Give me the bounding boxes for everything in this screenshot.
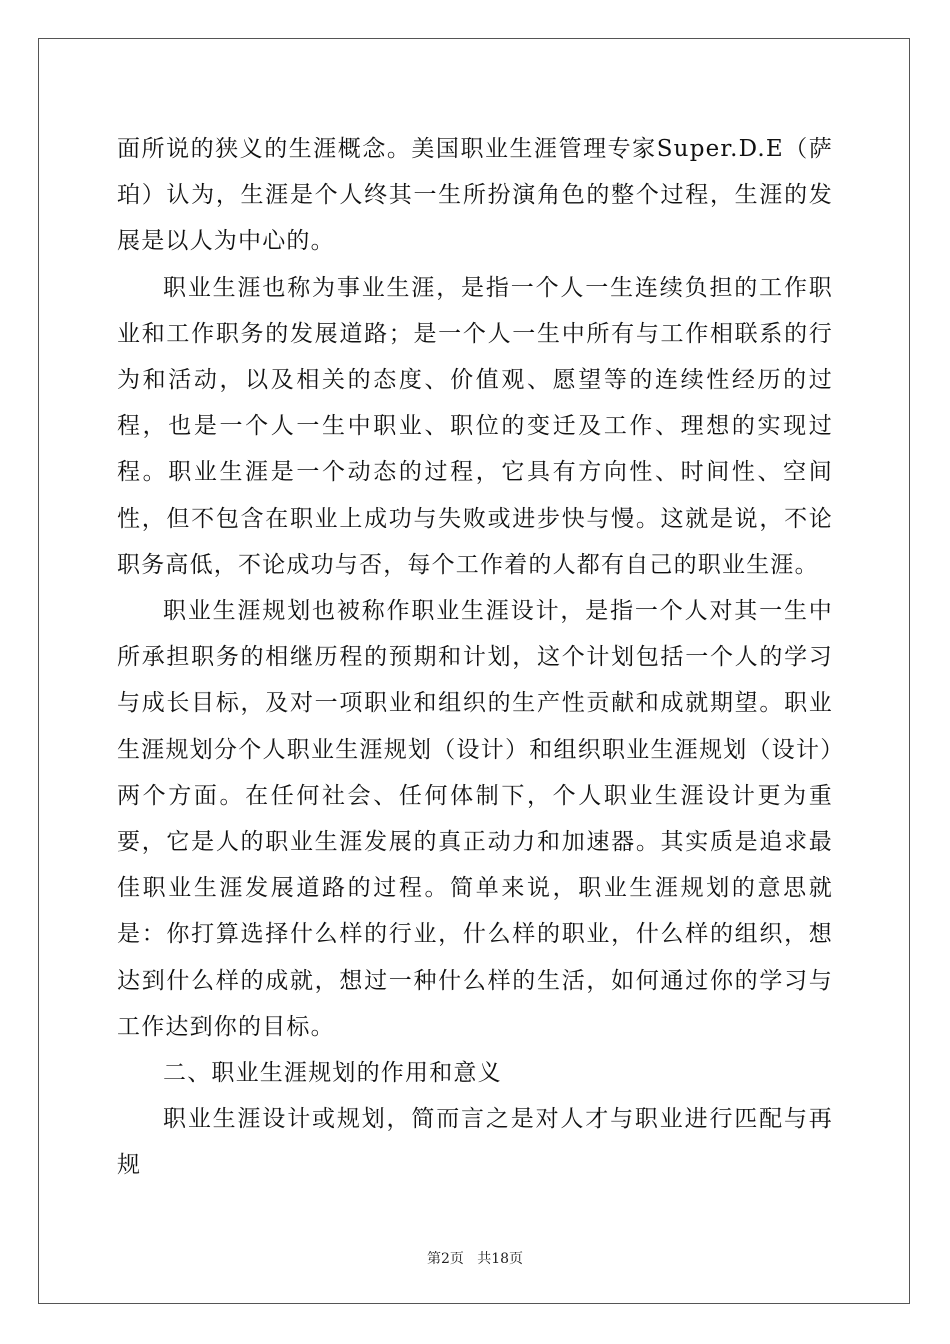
paragraph: 职业生涯规划也被称作职业生涯设计，是指一个人对其一生中所承担职务的相继历程的预期和计划，这个计划包括一个人的学习与成长目标，及对一项职业和组织的生产性贡献和成就期望。职业生涯规划分个人职业生涯规划（设计）和组织职业生涯规划（设计）两个方面。在任何社会、任何体制下，个人职业生涯设计更为重要，它是人的职业生涯发展的真正动力和加速器。其实质是追求最佳职业生涯发展道路的过程。简单来说，职业生涯规划的意思就是：你打算选择什么样的行业，什么样的职业，什么样的组织，想达到什么样的成就，想过一种什么样的生活，如何通过你的学习与工作达到你的目标。 (117, 598, 833, 1040)
paragraph: 职业生涯也称为事业生涯，是指一个人一生连续负担的工作职业和工作职务的发展道路；是一个人一生中所有与工作相联系的行为和活动，以及相关的态度、价值观、愿望等的连续性经历的过程，也是一个人一生中职业、职位的变迁及工作、理想的实现过程。职业生涯是一个动态的过程，它具有方向性、时间性、空间性，但不包含在职业上成功与失败或进步快与慢。这就是说，不论职务高低，不论成功与否，每个工作着的人都有自己的职业生涯。 (117, 274, 833, 578)
paragraph: 职业生涯设计或规划，简而言之是对人才与职业进行匹配与再规 (117, 1106, 833, 1179)
page-number-footer: 第2页 共18页 (426, 1251, 524, 1267)
section-heading: 二、职业生涯规划的作用和意义 (163, 1060, 502, 1087)
paragraph: 面所说的狭义的生涯概念。美国职业生涯管理专家Super.D.E（萨珀）认为，生涯是个人终其一生所扮演角色的整个过程，生涯的发展是以人为中心的。 (117, 136, 833, 255)
document-body (117, 126, 833, 1189)
